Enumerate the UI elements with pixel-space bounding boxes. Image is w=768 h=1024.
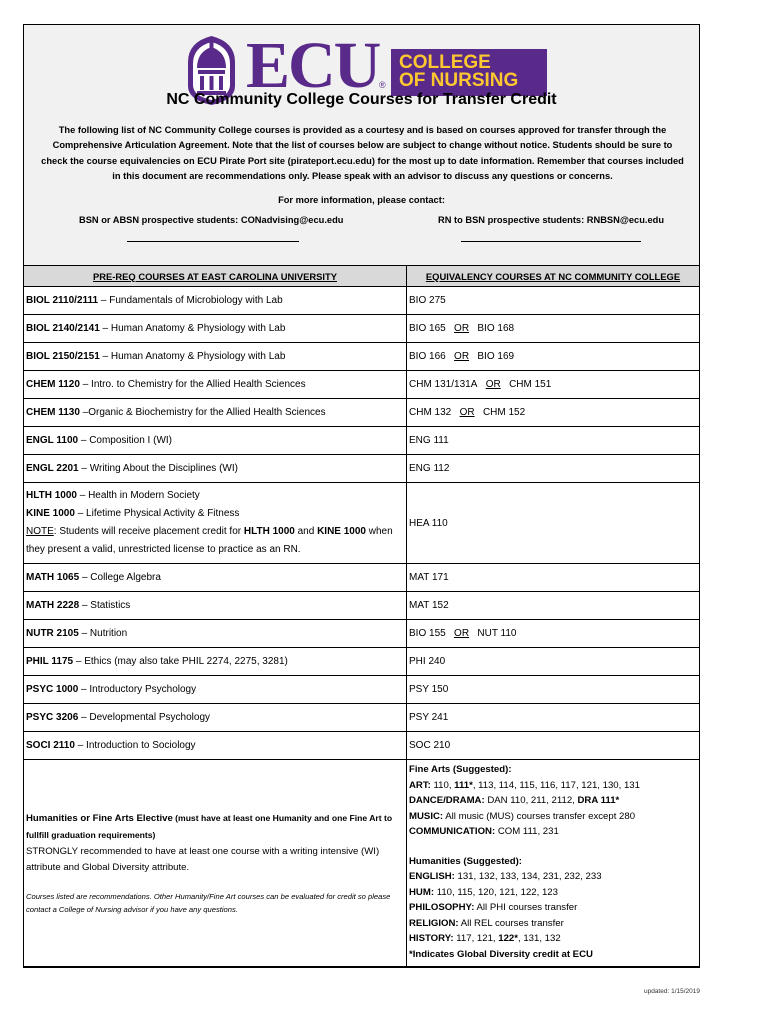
hlth-kine-cell <box>24 483 407 564</box>
course-code: MATH 1065 <box>26 572 80 583</box>
ecu-course-cell <box>24 371 407 399</box>
note-hlth: HLTH 1000 <box>243 526 295 537</box>
or-label: OR <box>459 407 475 418</box>
table-row <box>24 760 699 967</box>
equivalency-cell <box>407 287 700 315</box>
equivalency-cell <box>407 455 700 483</box>
rel-text: All REL courses transfer <box>458 917 564 929</box>
equivalency-course: BIO 275 <box>409 295 446 306</box>
equivalency-course: ENG 111 <box>409 435 449 446</box>
course-desc: –Organic & Biochemistry for the Allied Health Sciences <box>79 407 326 418</box>
equivalency-cell <box>407 564 700 592</box>
table-row <box>24 399 699 427</box>
hist-b: 122* <box>498 933 518 944</box>
elective-right-cell <box>407 760 700 967</box>
course-table <box>24 266 699 967</box>
course-code: ENGL 2201 <box>26 463 79 474</box>
phil-line <box>409 900 697 916</box>
ecu-course-cell <box>24 427 407 455</box>
table-row <box>24 427 699 455</box>
equivalency-course-alt: CHM 151 <box>509 379 552 390</box>
equivalency-cell <box>407 704 700 732</box>
course-code: BIOL 2140/2141 <box>26 323 100 334</box>
table-row <box>24 704 699 732</box>
ecu-course-cell <box>24 564 407 592</box>
global-diversity-note: *Indicates Global Diversity credit at ECU <box>409 948 593 960</box>
or-label: OR <box>454 351 470 362</box>
hist-label: HISTORY: <box>409 933 454 944</box>
ecu-course-cell <box>24 648 407 676</box>
equivalency-course: PSY 150 <box>409 684 449 695</box>
contact-rn-bsn[interactable]: RN to BSN prospective students: RNBSN@ecu.edu <box>438 215 665 225</box>
table-row <box>24 483 699 564</box>
ecu-wordmark: ECU <box>246 29 380 102</box>
equivalency-course: PHI 240 <box>409 656 446 667</box>
document-frame <box>23 24 700 968</box>
course-desc: – Human Anatomy & Physiology with Lab <box>99 323 286 334</box>
table-body-2 <box>24 564 699 760</box>
rel-line <box>409 916 697 932</box>
table-row <box>24 620 699 648</box>
hum-label: HUM: <box>409 886 435 898</box>
hist-a: 117, 121, <box>453 933 499 944</box>
equivalency-cell: HEA 110 <box>407 483 700 564</box>
elective-title-paren: (must have at least one Humanity and one Fine Art to fullfill graduation requirements) <box>26 813 393 840</box>
badge-line-2: OF NURSING <box>399 70 519 91</box>
equivalency-course: SOC 210 <box>409 740 451 751</box>
music-line <box>409 809 697 825</box>
course-code: CHEM 1120 <box>26 379 80 390</box>
registered-mark: ® <box>379 80 386 90</box>
note-text: : Students will receive placement credit for <box>53 526 244 537</box>
course-desc: – Human Anatomy & Physiology with Lab <box>99 351 286 362</box>
comm-label: COMMUNICATION: <box>409 826 496 837</box>
table-row <box>24 592 699 620</box>
col-header-ecu: PRE-REQ COURSES AT EAST CAROLINA UNIVERSITY <box>24 266 407 287</box>
table-row <box>24 564 699 592</box>
ecu-course-cell <box>24 343 407 371</box>
intro-paragraph: The following list of NC Community College courses is provided as a courtesy and is based on courses approved for transfer through the Comprehensive Articulation Agreement. Note that the list of courses below are subject to change without notice. Students should be sure to check the course equivalencies on ECU Pirate Port site (pirateport.ecu.edu) for the most up to date information. Remember that courses included in this document are recommendations only. Please speak with an advisor to discuss any questions or concerns. <box>41 125 684 181</box>
equivalency-cell <box>407 648 700 676</box>
course-code: BIOL 2110/2111 <box>26 295 99 306</box>
course-code: HLTH 1000 <box>26 490 77 501</box>
course-code: KINE 1000 <box>26 508 75 519</box>
equivalency-course: CHM 132 <box>409 407 452 418</box>
table-row <box>24 648 699 676</box>
course-desc: – College Algebra <box>79 572 161 583</box>
table-row <box>24 315 699 343</box>
course-desc: – Nutrition <box>78 628 128 639</box>
course-desc: – Ethics (may also take PHIL 2274, 2275, 3281) <box>73 656 288 667</box>
ecu-course-cell <box>24 704 407 732</box>
college-of-nursing-badge <box>391 49 547 96</box>
equivalency-cell <box>407 732 700 760</box>
course-desc: – Introduction to Sociology <box>74 740 196 751</box>
equivalency-cell <box>407 343 700 371</box>
course-code: PSYC 3206 <box>26 712 79 723</box>
dance-a: DAN 110, 211, 2112, <box>484 795 578 806</box>
equivalency-cell <box>407 676 700 704</box>
table-header-row <box>24 266 699 287</box>
phil-text: All PHI courses transfer <box>474 902 578 913</box>
divider-right <box>461 241 641 242</box>
course-desc: – Composition I (WI) <box>78 435 172 446</box>
phil-label: PHILOSOPHY: <box>409 902 475 913</box>
art-b: 111* <box>454 779 473 791</box>
course-code: CHEM 1130 <box>26 407 80 418</box>
equivalency-cell <box>407 592 700 620</box>
hum-line <box>409 885 697 901</box>
course-code: PSYC 1000 <box>26 684 79 695</box>
course-desc: – Writing About the Disciplines (WI) <box>78 463 238 474</box>
comm-text: COM 111, 231 <box>495 826 559 837</box>
equivalency-cell <box>407 399 700 427</box>
equivalency-course: BIO 155 <box>409 628 446 639</box>
table-row <box>24 732 699 760</box>
dance-line <box>409 793 697 809</box>
ecu-course-cell <box>24 620 407 648</box>
equivalency-course: ENG 112 <box>409 463 450 474</box>
or-label: OR <box>454 323 470 334</box>
table-row <box>24 371 699 399</box>
ecu-course-cell <box>24 732 407 760</box>
ecu-course-cell <box>24 399 407 427</box>
table-row <box>24 343 699 371</box>
course-code: ENGL 1100 <box>26 435 79 446</box>
table-body-1 <box>24 287 699 483</box>
music-text: All music (MUS) courses transfer except 280 <box>443 810 636 822</box>
contact-heading: For more information, please contact: <box>278 195 445 205</box>
ecu-course-cell <box>24 315 407 343</box>
art-a: 110, <box>430 779 455 791</box>
fine-arts-heading: Fine Arts (Suggested): <box>409 764 512 775</box>
page-title: NC Community College Courses for Transfer Credit <box>166 91 557 108</box>
elective-main <box>26 810 404 876</box>
hist-c: , 131, 132 <box>518 933 561 944</box>
english-text: 131, 132, 133, 134, 231, 232, 233 <box>454 871 602 882</box>
equivalency-course: MAT 171 <box>409 572 449 583</box>
humanities-heading: Humanities (Suggested): <box>409 855 523 867</box>
divider-left <box>127 241 299 242</box>
elective-left-cell <box>24 760 407 967</box>
equivalency-course-alt: BIO 169 <box>477 351 515 362</box>
table-row <box>24 676 699 704</box>
comm-line <box>409 824 697 840</box>
updated-date: updated: 1/15/2019 <box>643 988 700 995</box>
or-label: OR <box>485 379 501 390</box>
ecu-course-cell <box>24 287 407 315</box>
hist-line <box>409 931 697 947</box>
course-desc: – Developmental Psychology <box>78 712 211 723</box>
equivalency-course-alt: BIO 168 <box>477 323 515 334</box>
equivalency-cell <box>407 315 700 343</box>
ecu-course-cell <box>24 455 407 483</box>
equivalency-course-alt: NUT 110 <box>477 628 517 639</box>
course-desc: – Health in Modern Society <box>76 490 200 501</box>
equivalency-course: MAT 152 <box>409 600 449 611</box>
note-and: and <box>294 526 318 537</box>
course-desc: – Introductory Psychology <box>78 684 197 695</box>
note-kine: KINE 1000 <box>317 526 366 537</box>
equivalency-cell <box>407 427 700 455</box>
hum-text: 110, 115, 120, 121, 122, 123 <box>434 886 558 898</box>
course-desc: – Lifetime Physical Activity & Fitness <box>74 508 240 519</box>
course-desc: – Statistics <box>79 600 131 611</box>
equivalency-course: CHM 131/131A <box>409 379 478 390</box>
art-line <box>409 778 697 794</box>
course-code: MATH 2228 <box>26 600 80 611</box>
elective-list <box>409 762 697 962</box>
course-desc: – Fundamentals of Microbiology with Lab <box>98 295 283 306</box>
ecu-course-cell <box>24 676 407 704</box>
equivalency-course: BIO 165 <box>409 323 446 334</box>
dance-label: DANCE/DRAMA: <box>409 795 485 806</box>
ecu-course-cell <box>24 592 407 620</box>
equivalency-course-alt: CHM 152 <box>482 407 526 418</box>
art-c: , 113, 114, 115, 116, 117, 121, 130, 131 <box>472 779 640 791</box>
course-code: BIOL 2150/2151 <box>26 351 100 362</box>
elective-strongly: STRONGLY recommended to have at least one course with a writing intensive (WI) attribute and Global Diversity attribute. <box>26 846 380 873</box>
note-text-2: when they present a valid, unrestricted license to practice as an RN. <box>26 526 393 555</box>
music-label: MUSIC: <box>409 810 444 822</box>
rel-label: RELIGION: <box>409 917 459 929</box>
table-body-hlth <box>24 483 699 564</box>
or-label: OR <box>454 628 470 639</box>
course-code: NUTR 2105 <box>26 628 79 639</box>
equivalency-course: BIO 166 <box>409 351 446 362</box>
badge-line-1: COLLEGE <box>399 52 491 73</box>
elective-title: Humanities or Fine Arts Elective <box>26 813 173 824</box>
col-header-nccc: EQUIVALENCY COURSES AT NC COMMUNITY COLLEGE <box>407 266 700 287</box>
course-desc: – Intro. to Chemistry for the Allied Health Sciences <box>79 379 306 390</box>
document-header <box>24 25 699 266</box>
course-code: SOCI 2110 <box>26 740 75 751</box>
elective-note: Courses listed are recommendations. Other Humanity/Fine Art courses can be evaluated for credit so please contact a College of Nursing advisor if you have any questions. <box>26 892 391 914</box>
english-line <box>409 869 697 885</box>
english-label: ENGLISH: <box>409 871 455 882</box>
table-row <box>24 455 699 483</box>
contact-bsn[interactable]: BSN or ABSN prospective students: CONadvising@ecu.edu <box>79 215 344 225</box>
equivalency-course: PSY 241 <box>409 712 449 723</box>
table-row <box>24 287 699 315</box>
equivalency-cell <box>407 371 700 399</box>
art-label: ART: <box>409 779 431 791</box>
dance-b: DRA 111* <box>577 795 620 806</box>
table-body-elective <box>24 760 699 967</box>
note-label: NOTE <box>26 526 54 537</box>
equivalency-cell <box>407 620 700 648</box>
course-code: PHIL 1175 <box>26 656 74 667</box>
